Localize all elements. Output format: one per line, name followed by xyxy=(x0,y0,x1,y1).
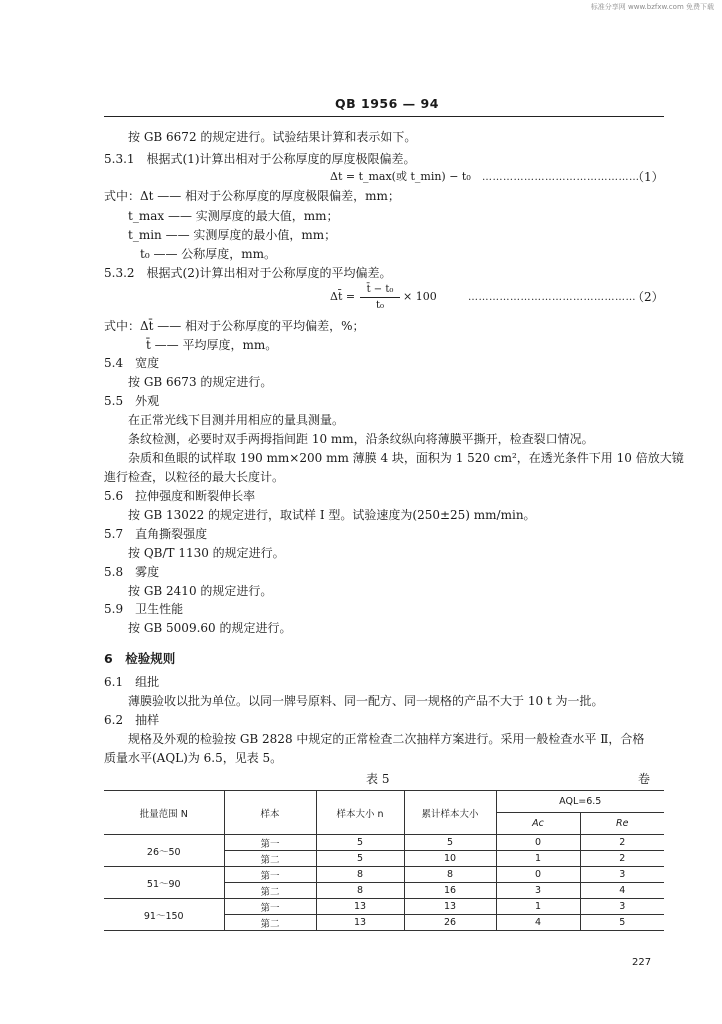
section-5-5: 5.5 外观 xyxy=(104,394,160,408)
sample-cell: 第二 xyxy=(224,883,316,899)
re-cell: 3 xyxy=(580,867,664,883)
section-5-7: 5.7 直角撕裂强度 xyxy=(104,527,208,541)
table-row xyxy=(104,867,664,883)
section-5-9-text: 按 GB 5009.60 的规定进行。 xyxy=(128,621,292,635)
n-cell: 8 xyxy=(316,883,404,899)
section-5-3-2: 5.3.2 根据式(2)计算出相对于公称厚度的平均偏差。 xyxy=(104,266,392,280)
header-aql: AQL=6.5 xyxy=(496,791,664,813)
ac-cell: 3 xyxy=(496,883,580,899)
ac-cell: 0 xyxy=(496,867,580,883)
cum-cell: 13 xyxy=(404,899,496,915)
def-avg-thickness: t̄ —— 平均厚度，mm。 xyxy=(146,338,278,352)
def-avg-deviation: 式中：Δt̄ —— 相对于公称厚度的平均偏差，%； xyxy=(104,319,365,333)
formula-1-number: （1） xyxy=(632,170,664,184)
sample-cell: 第一 xyxy=(224,899,316,915)
standard-code-header: QB 1956 — 94 xyxy=(335,96,439,111)
section-5-7-text: 按 QB/T 1130 的规定进行。 xyxy=(128,546,285,560)
formula-2-leader: ………………………………………… xyxy=(468,292,636,303)
header-cumulative-size: 累计样本大小 xyxy=(404,791,496,835)
table-5-caption: 表 5 xyxy=(366,772,390,786)
section-5-4-text: 按 GB 6673 的规定进行。 xyxy=(128,375,273,389)
page-number: 227 xyxy=(632,957,652,968)
section-5-9: 5.9 卫生性能 xyxy=(104,602,184,616)
table-5 xyxy=(104,790,664,931)
re-cell: 3 xyxy=(580,899,664,915)
ac-cell: 1 xyxy=(496,851,580,867)
batch-range-cell: 51～90 xyxy=(104,867,224,899)
sample-cell: 第二 xyxy=(224,915,316,931)
def-t-min: t_min —— 实测厚度的最小值，mm； xyxy=(128,228,337,242)
def-t0: t₀ —— 公称厚度，mm。 xyxy=(140,247,277,261)
formula-2-fraction xyxy=(360,284,400,311)
header-ac: Ac xyxy=(496,813,580,835)
section-6-2: 6.2 抽样 xyxy=(104,713,160,727)
def-t-max: t_max —— 实测厚度的最大值，mm； xyxy=(128,209,339,223)
header-sample-size: 样本大小 n xyxy=(316,791,404,835)
n-cell: 5 xyxy=(316,835,404,851)
section-5-4: 5.4 宽度 xyxy=(104,356,160,370)
cum-cell: 8 xyxy=(404,867,496,883)
chapter-6-heading: 6 检验规则 xyxy=(104,651,176,666)
formula-2-rhs: × 100 xyxy=(403,290,437,303)
n-cell: 13 xyxy=(316,899,404,915)
re-cell: 4 xyxy=(580,883,664,899)
formula-1-leader: ……………………………………… xyxy=(482,172,640,183)
formula-2-numerator: t̄ − t₀ xyxy=(366,284,394,295)
sample-cell: 第一 xyxy=(224,835,316,851)
site-watermark: 标准分享网 www.bzfxw.com 免费下载 xyxy=(590,3,714,11)
section-6-2-text-1: 规格及外观的检验按 GB 2828 中规定的正常检查二次抽样方案进行。采用一般检查水平 Ⅱ，合格 xyxy=(128,732,645,746)
ac-cell: 4 xyxy=(496,915,580,931)
section-6-2-text-2: 质量水平(AQL)为 6.5，见表 5。 xyxy=(104,751,283,765)
intro-line: 按 GB 6672 的规定进行。试验结果计算和表示如下。 xyxy=(128,130,417,144)
table-row xyxy=(104,835,664,851)
section-6-1: 6.1 组批 xyxy=(104,675,160,689)
n-cell: 13 xyxy=(316,915,404,931)
formula-2-number: （2） xyxy=(632,290,664,304)
formula-2-denominator: t₀ xyxy=(375,300,385,311)
re-cell: 2 xyxy=(580,851,664,867)
header-sample: 样本 xyxy=(224,791,316,835)
section-5-5-text-4: 進行检查，以粒径的最大长度计。 xyxy=(104,470,285,484)
table-5-unit: 卷 xyxy=(638,772,651,786)
cum-cell: 16 xyxy=(404,883,496,899)
section-5-3-1: 5.3.1 根据式(1)计算出相对于公称厚度的厚度极限偏差。 xyxy=(104,152,416,166)
header-rule xyxy=(104,116,664,117)
ac-cell: 1 xyxy=(496,899,580,915)
section-5-8: 5.8 雾度 xyxy=(104,565,160,579)
sample-cell: 第一 xyxy=(224,867,316,883)
section-5-5-text-2: 条纹检测，必要时双手两拇指间距 10 mm，沿条纹纵向将薄膜平撕开，检查裂口情况。 xyxy=(128,432,594,446)
cum-cell: 5 xyxy=(404,835,496,851)
section-6-1-text: 薄膜验收以批为单位。以同一牌号原料、同一配方、同一规格的产品不大于 10 t 为一批。 xyxy=(128,694,604,708)
fraction-bar xyxy=(360,297,400,298)
n-cell: 8 xyxy=(316,867,404,883)
re-cell: 2 xyxy=(580,835,664,851)
sample-cell: 第二 xyxy=(224,851,316,867)
ac-cell: 0 xyxy=(496,835,580,851)
table-row xyxy=(104,899,664,915)
section-5-8-text: 按 GB 2410 的规定进行。 xyxy=(128,584,273,598)
batch-range-cell: 91～150 xyxy=(104,899,224,931)
cum-cell: 26 xyxy=(404,915,496,931)
section-5-5-text-3: 杂质和鱼眼的试样取 190 mm×200 mm 薄膜 4 块，面积为 1 520 cm²，在透光条件下用 10 倍放大镜 xyxy=(128,451,684,465)
re-cell: 5 xyxy=(580,915,664,931)
batch-range-cell: 26～50 xyxy=(104,835,224,867)
def-delta-t: 式中：Δt —— 相对于公称厚度的厚度极限偏差，mm； xyxy=(104,189,400,203)
header-batch-range: 批量范围 N xyxy=(104,791,224,835)
n-cell: 5 xyxy=(316,851,404,867)
cum-cell: 10 xyxy=(404,851,496,867)
formula-2-lhs: Δt̄ = xyxy=(330,290,356,303)
header-re: Re xyxy=(580,813,664,835)
section-5-5-text-1: 在正常光线下目测并用相应的量具测量。 xyxy=(128,413,345,427)
formula-1: Δt = t_max(或 t_min) − t₀ xyxy=(330,170,471,183)
section-5-6-text: 按 GB 13022 的规定进行，取试样 I 型。试验速度为(250±25) mm/min。 xyxy=(128,508,536,522)
section-5-6: 5.6 拉伸强度和断裂伸长率 xyxy=(104,489,256,503)
